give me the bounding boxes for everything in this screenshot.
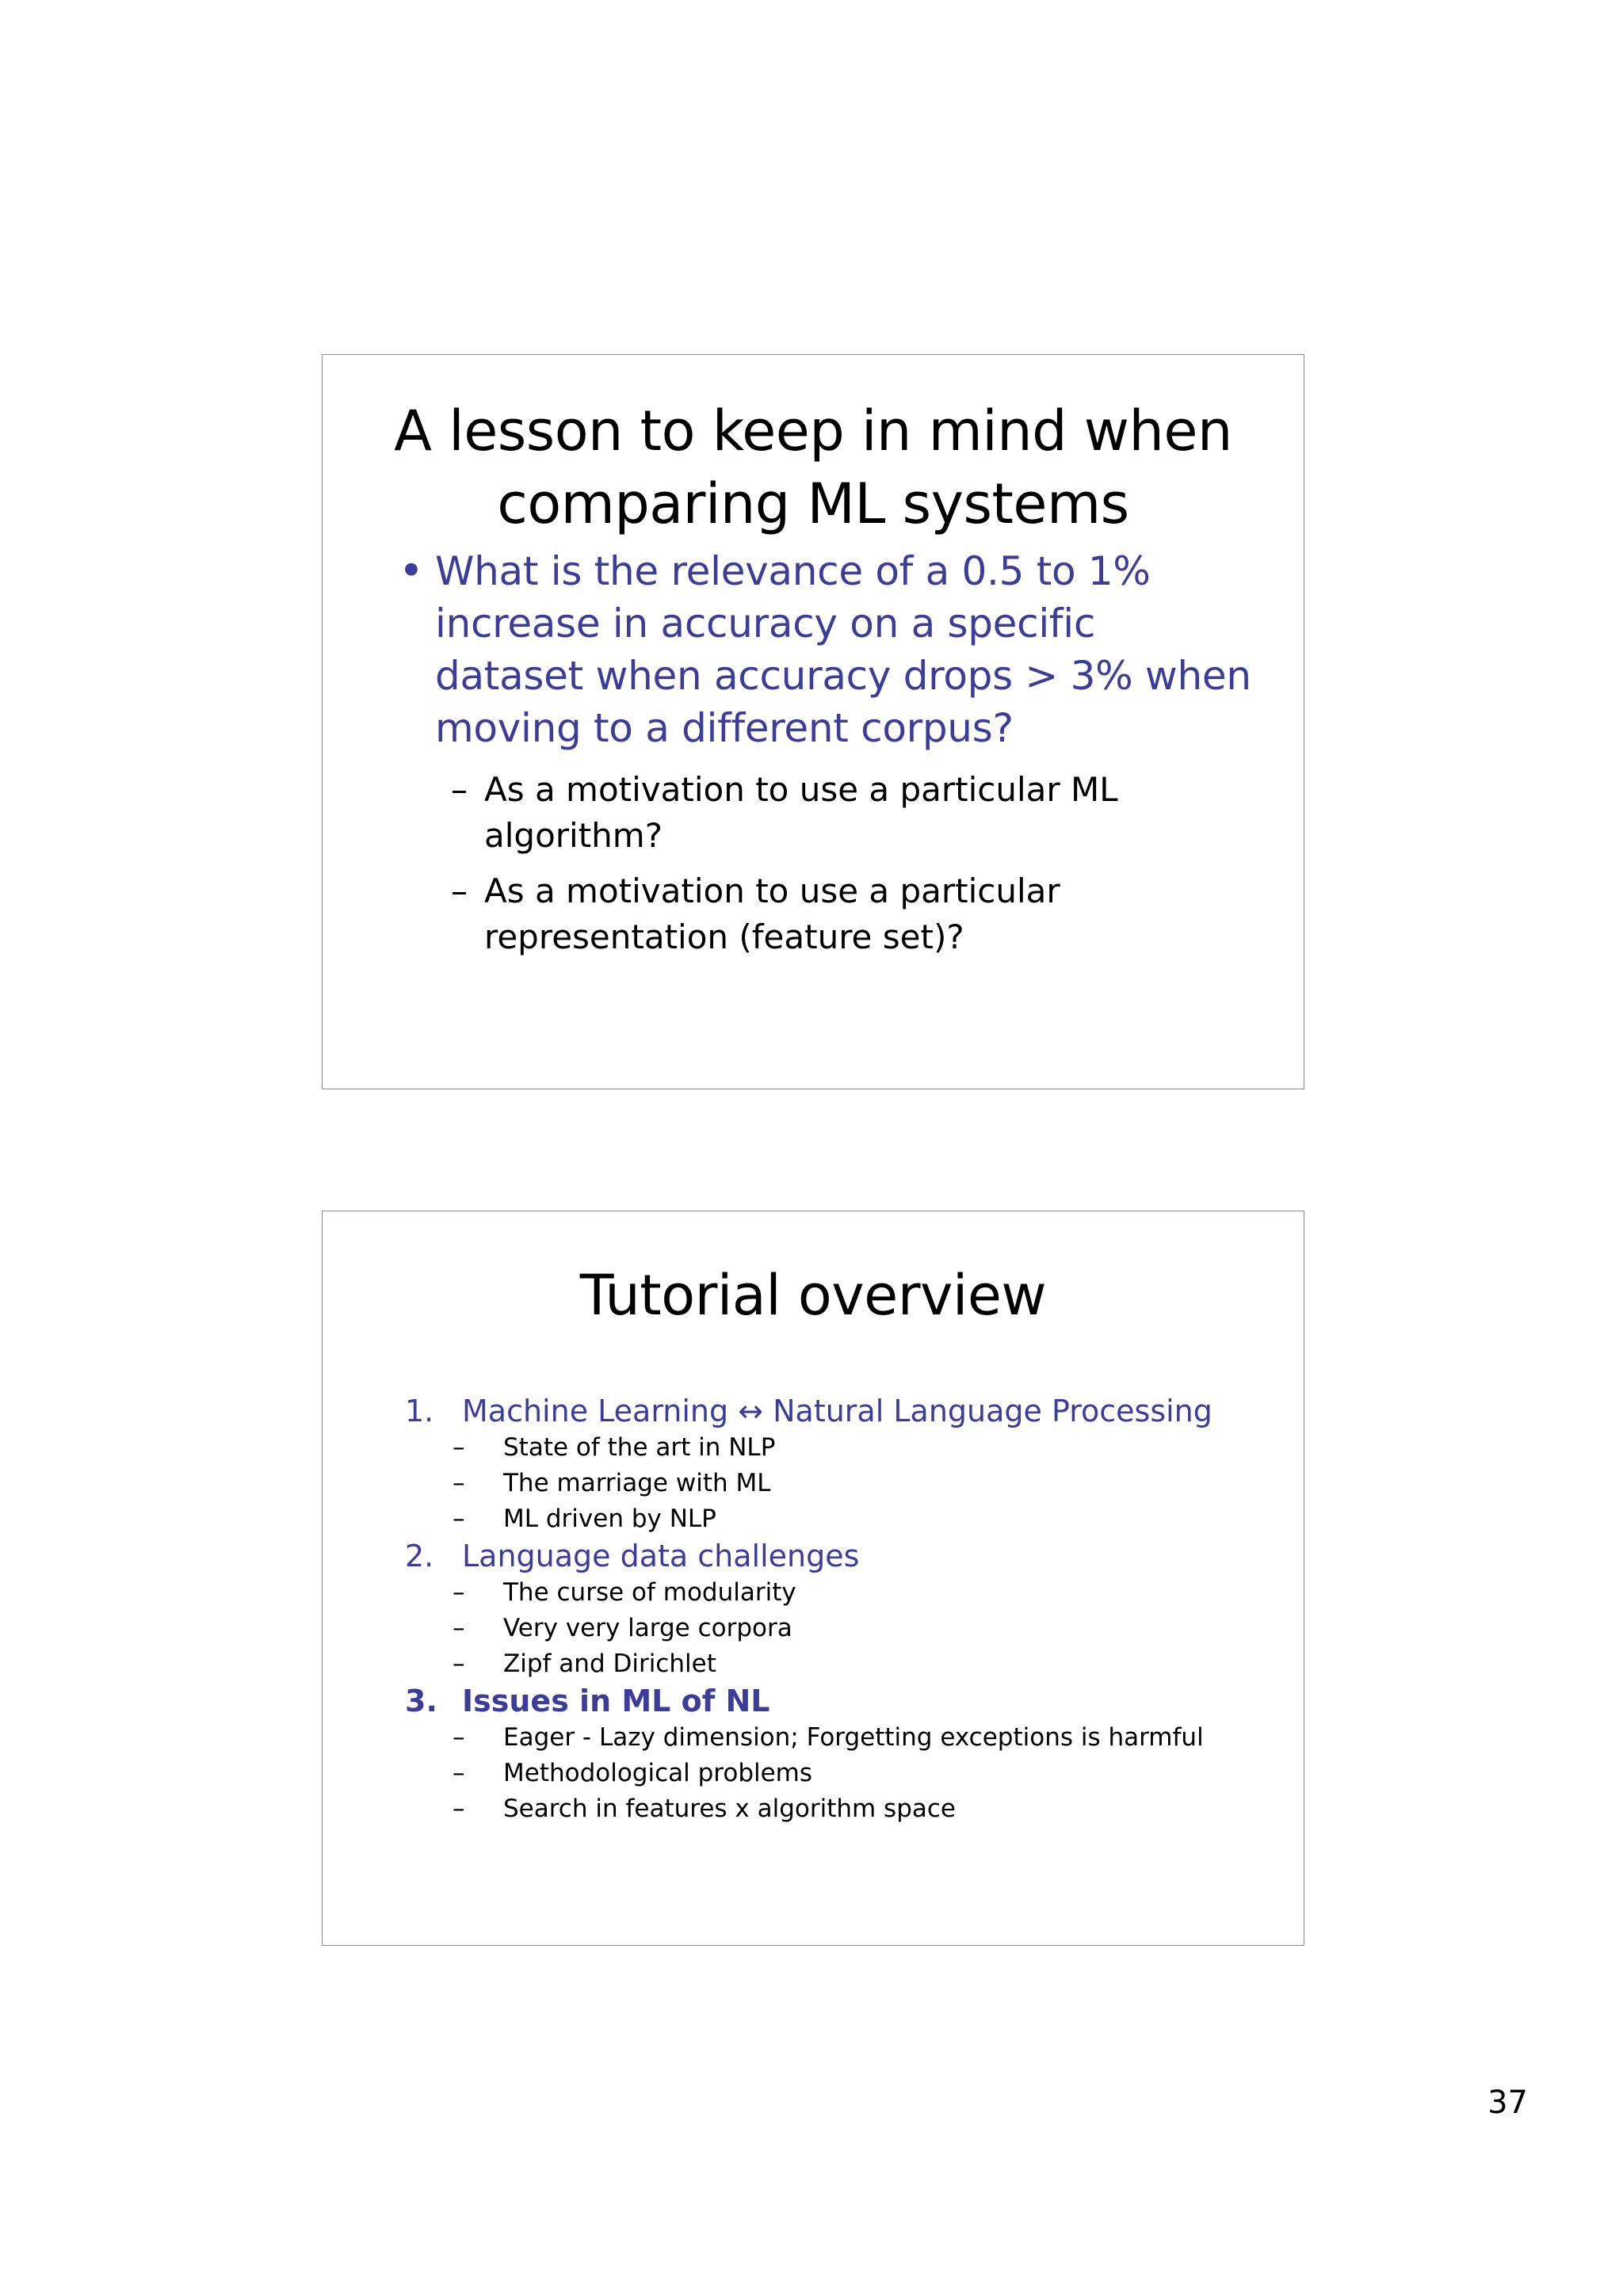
- list-item: [405, 1611, 1277, 1646]
- list-item-label: Very very large corpora: [503, 1614, 792, 1642]
- slide-lesson: [322, 354, 1304, 1089]
- section-number: 3.: [405, 1684, 437, 1718]
- main-bullet: [399, 545, 1254, 754]
- main-bullet-text: What is the relevance of a 0.5 to 1% increase in accuracy on a specific dataset when accuracy drops > 3% when moving to a different corpus?: [435, 548, 1251, 751]
- bullet-dot-icon: •: [399, 546, 424, 596]
- dash-icon: –: [453, 1433, 465, 1462]
- section-label: Machine Learning ↔ Natural Language Processing: [462, 1394, 1212, 1428]
- section-item: [405, 1392, 1277, 1430]
- section-label: Language data challenges: [462, 1539, 860, 1573]
- list-item-label: Zipf and Dirichlet: [503, 1650, 716, 1678]
- dash-icon: –: [453, 1469, 465, 1497]
- overview-list: [405, 1392, 1277, 1827]
- list-item: [405, 1575, 1277, 1611]
- list-item-label: Methodological problems: [503, 1759, 813, 1787]
- list-item-label: The marriage with ML: [503, 1469, 771, 1497]
- section-label: Issues in ML of NL: [462, 1684, 770, 1718]
- list-item-label: ML driven by NLP: [503, 1505, 716, 1533]
- section-item-current: [405, 1682, 1277, 1720]
- dash-icon: –: [451, 871, 468, 910]
- section-number: 1.: [405, 1394, 434, 1428]
- list-item-label: The curse of modularity: [503, 1578, 796, 1607]
- list-item: [405, 1756, 1277, 1791]
- section-item: [405, 1537, 1277, 1575]
- section-number: 2.: [405, 1539, 434, 1573]
- dash-icon: –: [453, 1650, 465, 1678]
- slide-title: [323, 395, 1304, 540]
- sub-bullet: [451, 767, 1164, 859]
- list-item: [405, 1430, 1277, 1466]
- list-item: [405, 1720, 1277, 1756]
- slide-title: Tutorial overview: [579, 1263, 1047, 1328]
- dash-icon: –: [453, 1759, 465, 1787]
- list-item: [405, 1501, 1277, 1537]
- list-item-label: Search in features x algorithm space: [503, 1794, 957, 1823]
- sub-bullet-text: As a motivation to use a particular representation (feature set)?: [484, 871, 1060, 956]
- list-item-label: State of the art in NLP: [503, 1433, 776, 1462]
- title-line-2: comparing ML systems: [497, 471, 1129, 536]
- dash-icon: –: [451, 770, 468, 809]
- list-item-label: Eager - Lazy dimension; Forgetting exceptions is harmful: [503, 1723, 1204, 1752]
- sub-bullet: [451, 868, 1164, 960]
- dash-icon: –: [453, 1578, 465, 1607]
- list-item: [405, 1791, 1277, 1827]
- dash-icon: –: [453, 1614, 465, 1642]
- slide-tutorial-overview: [322, 1211, 1304, 1946]
- dash-icon: –: [453, 1723, 465, 1752]
- sub-bullet-text: As a motivation to use a particular ML algorithm?: [484, 770, 1118, 855]
- dash-icon: –: [453, 1794, 465, 1823]
- list-item: [405, 1646, 1277, 1682]
- list-item: [405, 1466, 1277, 1501]
- dash-icon: –: [453, 1505, 465, 1533]
- page-number: 37: [1487, 2084, 1528, 2121]
- title-line-1: A lesson to keep in mind when: [394, 399, 1232, 463]
